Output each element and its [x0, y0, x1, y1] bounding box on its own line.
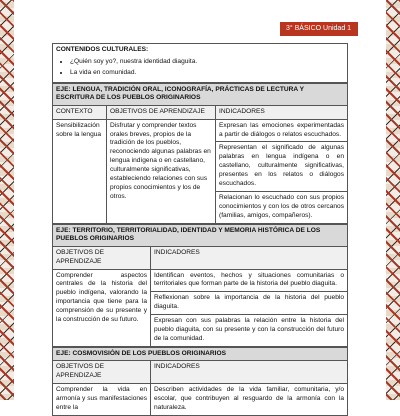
unit-label-tab: 3° BÁSICO Unidad 1 — [280, 22, 358, 36]
contenidos-cell — [53, 44, 348, 83]
eje3-objetivo: Comprender la vida en armonía y sus manifestaciones entre la — [53, 384, 151, 416]
eje1-indicadores — [216, 119, 348, 223]
eje3-table — [52, 347, 348, 416]
eje1-contexto: Sensibilización sobre la lengua — [53, 119, 107, 223]
eje1-title: EJE: LENGUA, TRADICIÓN ORAL, ICONOGRAFÍA, PRÁCTICAS DE LECTURA Y ESCRITURA DE LOS PUEBLOS ORIGINARIOS — [53, 83, 348, 105]
eje2-header-indicadores: INDICADORES — [151, 246, 348, 269]
eje1-header-objetivos: OBJETIVOS DE APRENDIZAJE — [107, 105, 216, 119]
eje3-header-indicadores: INDICADORES — [151, 361, 348, 384]
eje1-header-indicadores: INDICADORES — [216, 105, 348, 119]
decorative-border-right — [386, 0, 400, 400]
eje1-objetivo: Disfrutar y comprender textos orales breves, propios de la tradición de los pueblos, reconociendo algunas palabras en lengua indígena o en castellano, culturalmente significativas, estableciendo relaciones con sus propios conocimientos y los de otros. — [107, 119, 216, 223]
contenidos-item: • La vida en comunidad. — [70, 69, 344, 78]
indicador-item: Representan el significado de algunas palabras en lengua indígena o en castellano, culturalmente significativas, presentes en los relatos o diálogos escuchados. — [216, 142, 347, 191]
eje1-table — [52, 83, 348, 224]
eje1-header-contexto: CONTEXTO — [53, 105, 107, 119]
decorative-border-left — [0, 0, 14, 400]
eje2-indicadores — [151, 269, 348, 346]
eje3-indicador: Describen actividades de la vida familiar, comunitaria, y/o escolar, que contribuyen al resguardo de la armonía con la naturaleza. — [151, 384, 348, 416]
eje3-title: EJE: COSMOVISIÓN DE LOS PUEBLOS ORIGINARIOS — [53, 347, 348, 361]
contenidos-item: • ¿Quién soy yo?, nuestra identidad diaguita. — [70, 58, 344, 67]
contenidos-table — [52, 43, 348, 83]
contenidos-title: CONTENIDOS CULTURALES: — [56, 46, 149, 53]
curriculum-document — [52, 43, 348, 416]
eje3-header-objetivos: OBJETIVOS DE APRENDIZAJE — [53, 361, 151, 384]
indicador-item: Identifican eventos, hechos y situaciones comunitarias o territoriales que forman parte de la historia del pueblo diaguita. — [151, 270, 347, 293]
contenidos-list — [70, 58, 344, 78]
eje2-title: EJE: TERRITORIO, TERRITORIALIDAD, IDENTIDAD Y MEMORIA HISTÓRICA DE LOS PUEBLOS ORIGINARIOS — [53, 224, 348, 246]
eje2-header-objetivos: OBJETIVOS DE APRENDIZAJE — [53, 246, 151, 269]
indicador-item: Expresan con sus palabras la relación entre la historia del pueblo diaguita, con su presente y con la construcción del futuro de la comunidad. — [154, 317, 344, 342]
eje2-table — [52, 224, 348, 347]
indicador-item: Relacionan lo escuchado con sus propios conocimientos y con los de otros cercanos (familias, amigos, compañeros). — [219, 193, 344, 219]
indicador-item: Expresan las emociones experimentadas a partir de diálogos o relatos escuchados. — [216, 120, 347, 143]
eje2-objetivo: Comprender aspectos centrales de la historia del pueblo indígena, valorando la importancia que tiene para la comprensión de su presente y la construcción de su futuro. — [53, 269, 151, 346]
indicador-item: Reflexionan sobre la importancia de la historia del pueblo diaguita. — [151, 292, 347, 315]
